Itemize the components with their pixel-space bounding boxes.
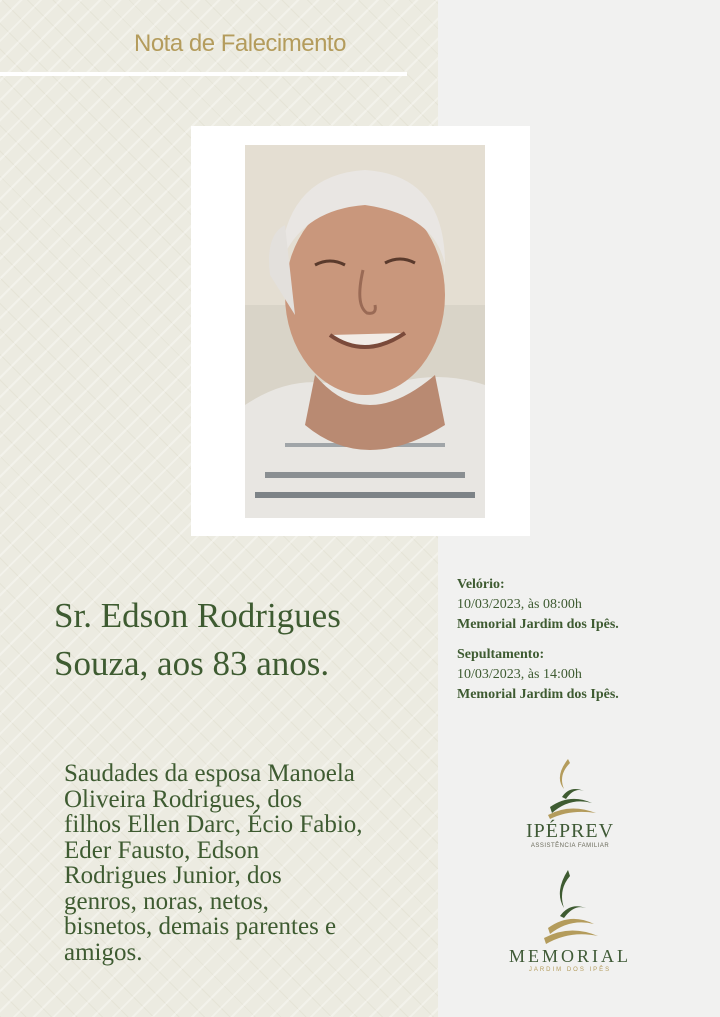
ipeprev-emblem-icon xyxy=(540,757,600,819)
tribute-line: amigos. xyxy=(64,938,143,966)
ipeprev-name: IPÉPREV xyxy=(525,820,615,842)
header-divider xyxy=(0,72,407,76)
deceased-name xyxy=(54,592,434,688)
tribute-line: filhos Ellen Darc, Écio Fabio, xyxy=(64,811,363,838)
tribute-line: Rodrigues Junior, dos xyxy=(64,862,282,889)
tribute-line: Oliveira Rodrigues, dos xyxy=(64,785,303,813)
tribute-text xyxy=(64,761,436,965)
tribute-line: Eder Fausto, Edson xyxy=(64,836,260,864)
burial-place: Memorial Jardim dos Ipês. xyxy=(457,687,619,702)
tribute-line: Saudades da esposa Manoela xyxy=(64,760,355,787)
wake-datetime: 10/03/2023, às 08:00h xyxy=(457,597,582,612)
wake-place: Memorial Jardim dos Ipês. xyxy=(457,617,619,632)
wake-info xyxy=(457,575,707,635)
burial-info xyxy=(457,645,707,705)
photo-frame xyxy=(191,126,530,536)
page-title: Nota de Falecimento xyxy=(134,30,346,57)
burial-datetime: 10/03/2023, às 14:00h xyxy=(457,667,582,682)
portrait-photo xyxy=(245,145,485,518)
wake-label: Velório: xyxy=(457,577,505,592)
tribute-line: genros, noras, netos, xyxy=(64,887,269,915)
deceased-name-line1: Sr. Edson Rodrigues xyxy=(54,596,341,635)
deceased-name-line2: Souza, aos 83 anos. xyxy=(54,644,330,683)
memorial-subtitle: JARDIM DOS IPÊS xyxy=(528,967,612,973)
memorial-emblem-icon xyxy=(538,868,602,944)
burial-label: Sepultamento: xyxy=(457,647,545,662)
memorial-logo xyxy=(505,868,635,973)
memorial-name: MEMORIAL xyxy=(509,946,631,966)
ipeprev-logo xyxy=(505,757,635,849)
tribute-line: bisnetos, demais parentes e xyxy=(64,913,337,940)
ipeprev-subtitle: ASSISTÊNCIA FAMILIAR xyxy=(530,843,610,849)
